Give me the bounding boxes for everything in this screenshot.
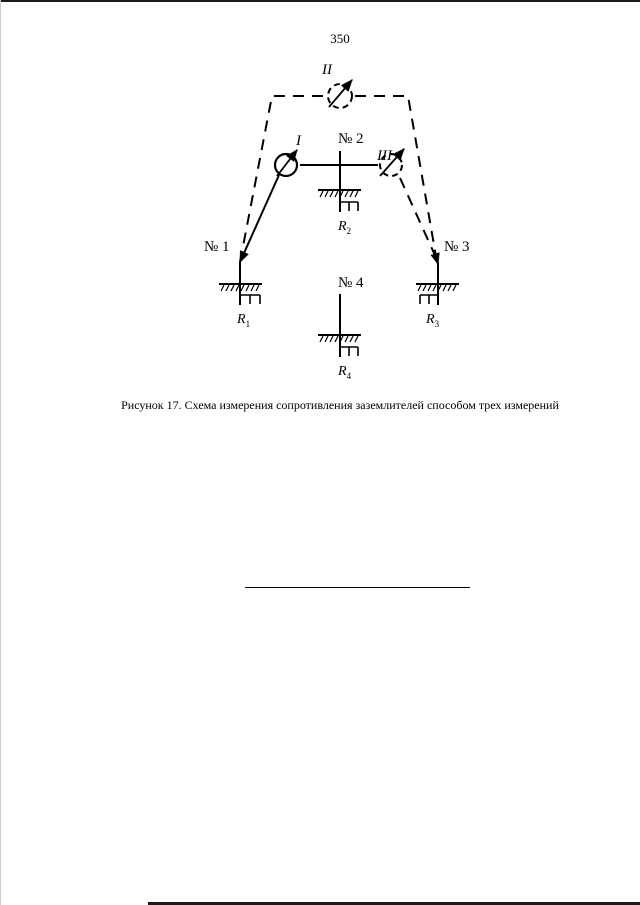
resistance-r3-subscript: 3 — [434, 319, 440, 329]
meter-iii-wire-right — [400, 178, 438, 262]
meter-iii — [376, 148, 404, 176]
meter-i — [275, 133, 302, 176]
footnote-divider — [245, 587, 470, 588]
electrode-3 — [416, 262, 459, 305]
resistance-r1-subscript: 1 — [245, 319, 251, 329]
electrode-2-resistor — [340, 202, 358, 211]
resistance-r1: $R_1$ — [237, 312, 251, 329]
meter-ii-label: II — [322, 62, 332, 78]
electrode-1 — [219, 262, 262, 305]
meter-iii-circuit — [300, 165, 438, 262]
resistance-r4-subscript: 4 — [346, 371, 352, 381]
electrode-1-label: № 1 — [204, 239, 230, 255]
electrode-4-label: № 4 — [338, 275, 364, 291]
resistance-r2-subscript: 2 — [346, 226, 352, 236]
figure-caption: Рисунок 17. Схема измерения сопротивления заземлителей способом трех измерений — [121, 398, 559, 412]
meter-ii-circuit — [240, 96, 437, 262]
resistance-r3: $R_3$ — [426, 312, 440, 329]
electrode-2 — [318, 151, 361, 212]
meter-i-label: I — [296, 133, 301, 149]
electrode-4 — [318, 294, 361, 357]
electrode-3-resistor — [420, 295, 438, 304]
page-number: 350 — [330, 31, 350, 46]
meter-i-wire — [240, 175, 279, 262]
meter-ii — [321, 62, 352, 108]
electrode-3-label: № 3 — [444, 239, 470, 255]
electrode-4-resistor — [340, 347, 358, 356]
meter-ii-wire-right — [355, 96, 437, 262]
meter-ii-wire-left — [240, 96, 325, 262]
electrode-1-resistor — [240, 295, 260, 304]
electrode-2-label: № 2 — [338, 131, 364, 147]
meter-iii-label: III — [377, 148, 392, 164]
resistance-r2: $R_2$ — [338, 219, 352, 236]
resistance-r4: $R_4$ — [338, 364, 352, 381]
